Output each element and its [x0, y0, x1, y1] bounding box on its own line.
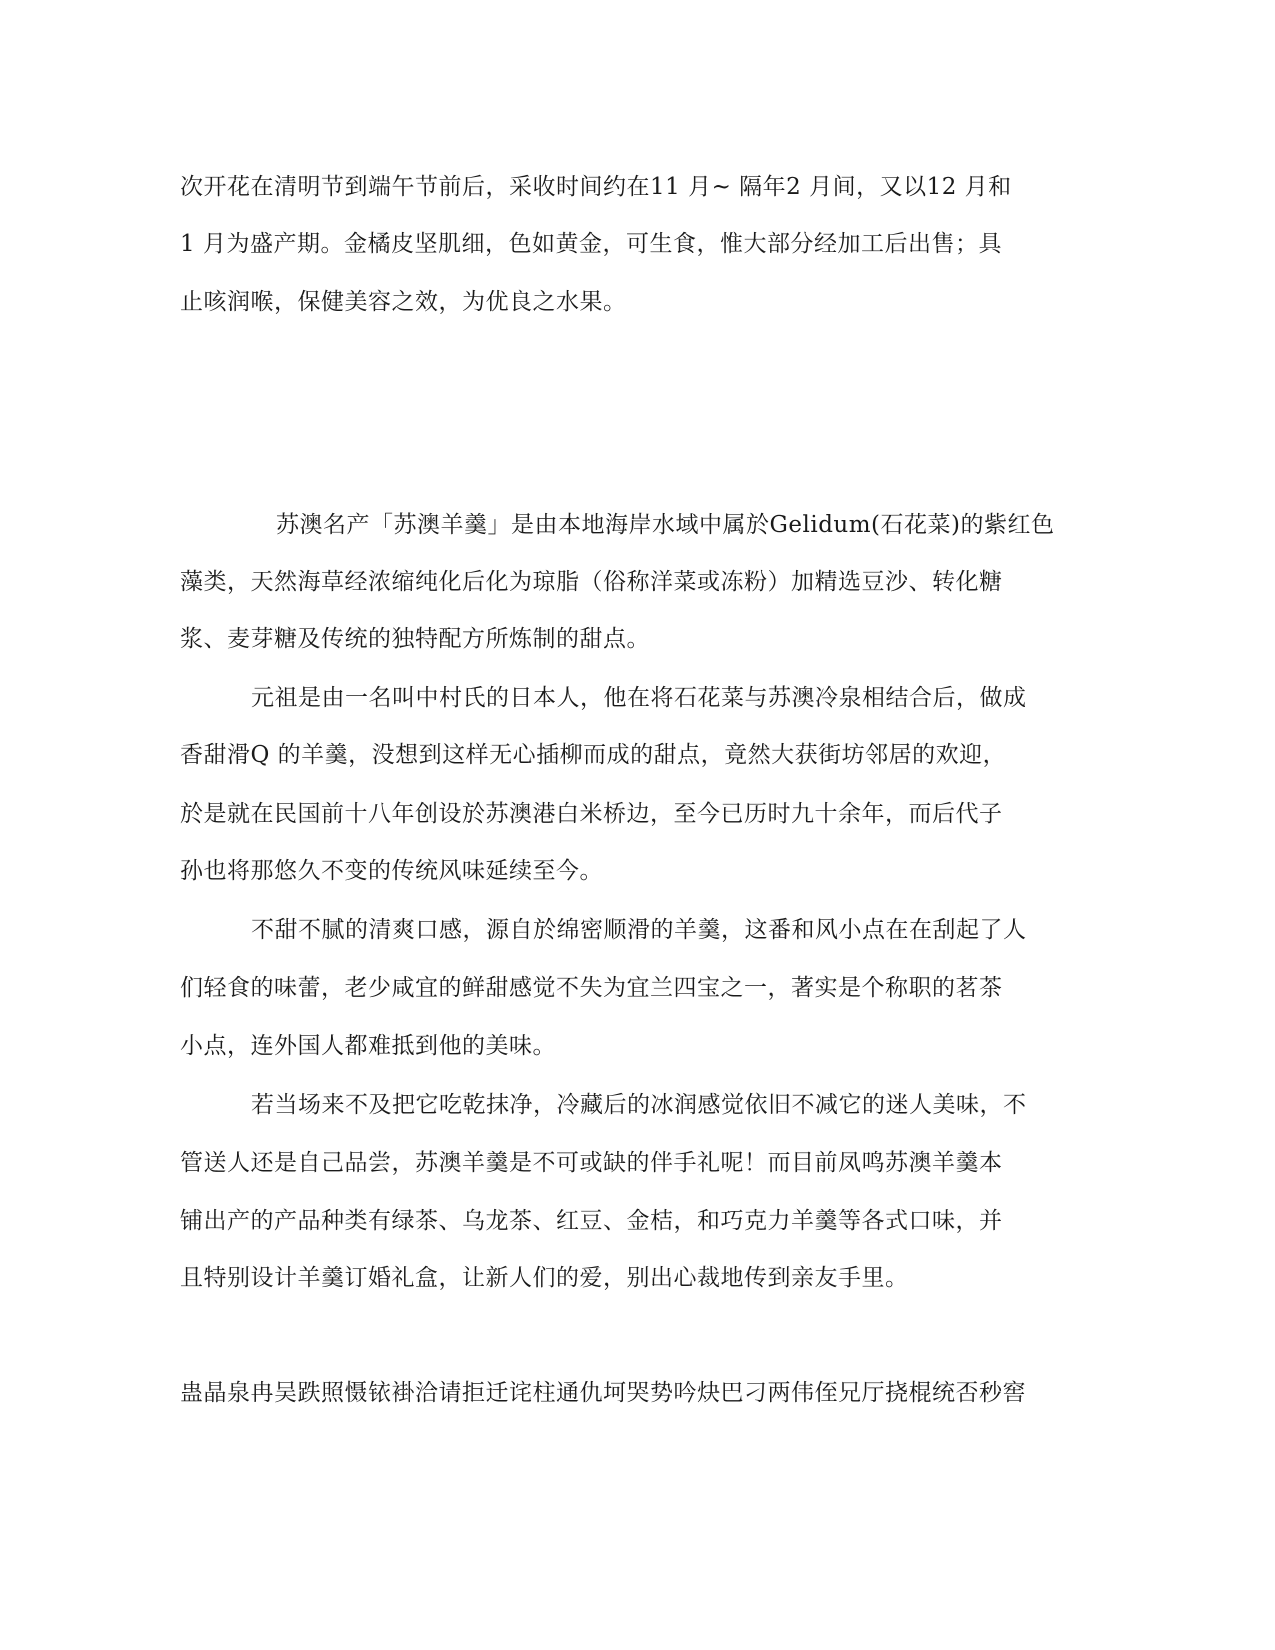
text-line-4: 苏澳名产「苏澳羊羹」是由本地海岸水域中属於Gelidum(石花菜)的紫红色	[276, 512, 1055, 538]
text-line-8: 香甜滑Q 的羊羹，没想到这样无心插柳而成的甜点，竟然大获街坊邻居的欢迎，	[180, 742, 1007, 768]
text-line-14: 若当场来不及把它吃乾抹净，冷藏后的冰润感觉依旧不减它的迷人美味，不	[251, 1092, 1027, 1118]
text-line-5: 藻类，天然海草经浓缩纯化后化为琼脂（俗称洋菜或冻粉）加精选豆沙、转化糖	[180, 569, 1003, 595]
text-line-17: 且特别设计羊羹订婚礼盒，让新人们的爱，别出心裁地传到亲友手里。	[180, 1265, 909, 1291]
text-line-12: 们轻食的味蕾，老少咸宜的鲜甜感觉不失为宜兰四宝之一，著实是个称职的茗茶	[180, 975, 1003, 1001]
text-line-11: 不甜不腻的清爽口感，源自於绵密顺滑的羊羹，这番和风小点在在刮起了人	[251, 917, 1027, 943]
text-line-16: 铺出产的产品种类有绿茶、乌龙茶、红豆、金桔，和巧克力羊羹等各式口味，并	[180, 1208, 1003, 1234]
text-line-7: 元祖是由一名叫中村氏的日本人，他在将石花菜与苏澳冷泉相结合后，做成	[251, 685, 1027, 711]
text-line-6: 浆、麦芽糖及传统的独特配方所炼制的甜点。	[180, 626, 650, 652]
text-line-15: 管送人还是自己品尝，苏澳羊羹是不可或缺的伴手礼呢！而目前凤鸣苏澳羊羹本	[180, 1150, 1003, 1176]
text-line-2: 1 月为盛产期。金橘皮坚肌细，色如黄金，可生食，惟大部分经加工后出售；具	[180, 231, 1002, 257]
text-line-13: 小点，连外国人都难抵到他的美味。	[180, 1033, 556, 1059]
text-line-9: 於是就在民国前十八年创设於苏澳港白米桥边，至今已历时九十余年，而后代子	[180, 801, 1003, 827]
text-line-18: 蛊晶泉冉吴跌照慑铱褂洽请拒迁诧柱通仇坷哭势吟炔巴刁两伟侄兄厅挠棍统否秒窖	[180, 1380, 1026, 1406]
text-line-10: 孙也将那悠久不变的传统风味延续至今。	[180, 858, 603, 884]
text-line-1: 次开花在清明节到端午节前后，采收时间约在11 月~ 隔年2 月间，又以12 月和	[180, 174, 1012, 200]
text-line-3: 止咳润喉，保健美容之效，为优良之水果。	[180, 289, 627, 315]
